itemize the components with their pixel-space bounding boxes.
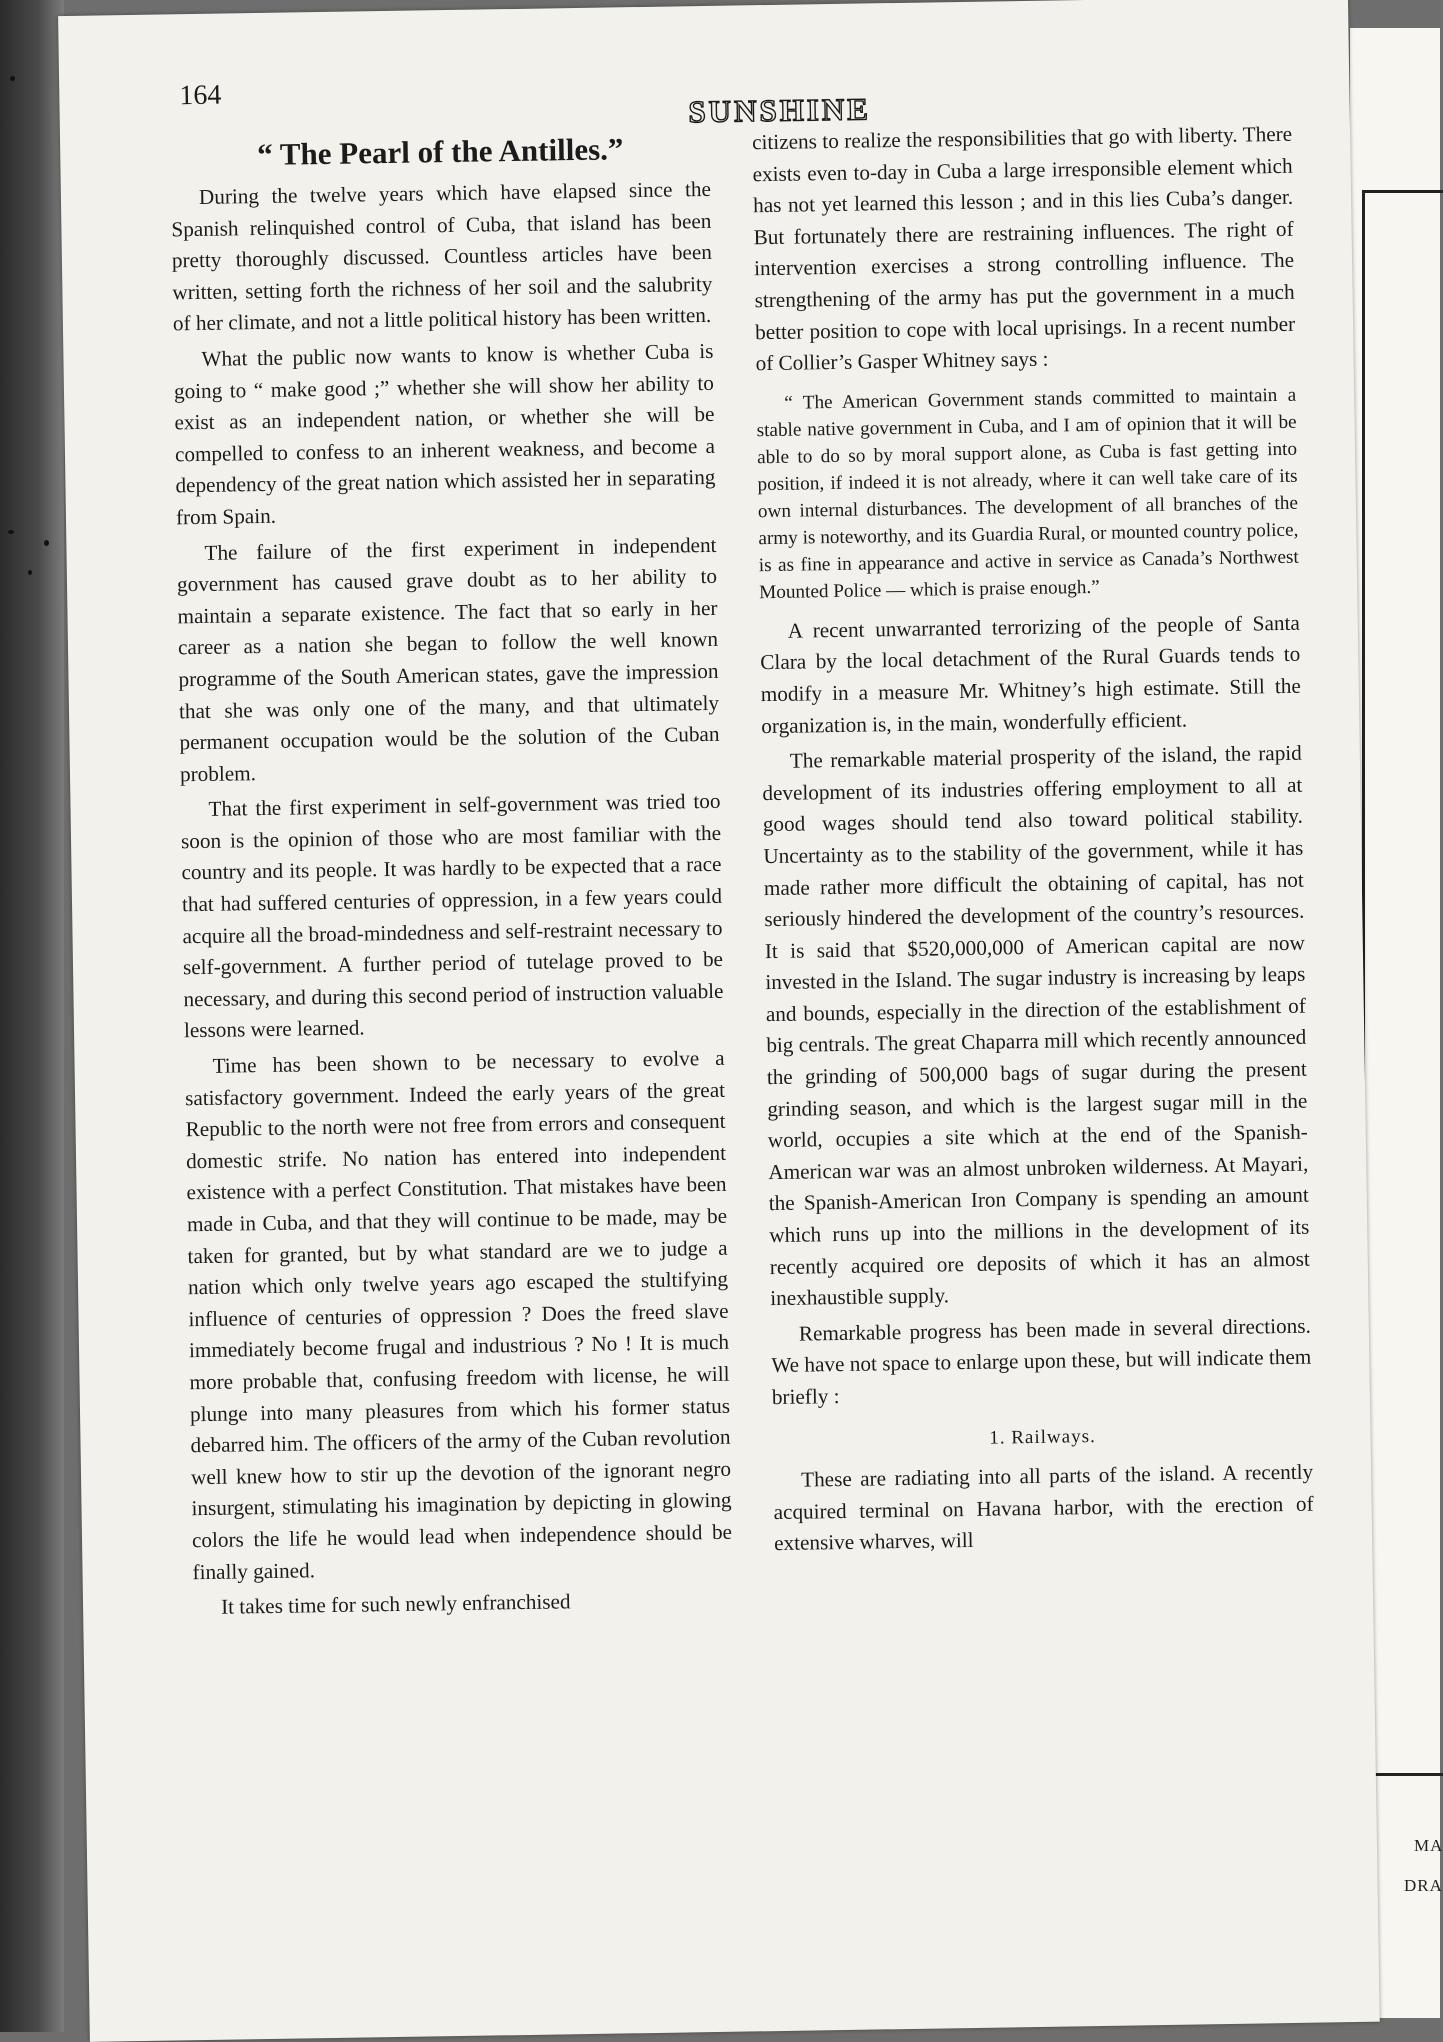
masthead: SUNSHINE [688,91,872,130]
adjacent-page-frame [1362,190,1443,1776]
paragraph: During the twelve years which have elapsed since the Spanish relinquished control of Cuba, that island has been pretty thoroughly discussed. Countless articles have been written, setting forth the richness of her soil and the salubrity of her climate, and not a little political history has been written. [171,176,713,336]
paragraph: Remarkable progress has been made in several directions. We have not space to enlarge upon these, but will indicate them briefly : [771,1313,1312,1410]
paragraph: The failure of the first experiment in independent government has caused grave doubt as to her ability to maintain a separate existence. The fact that so early in her career as a nation she began to follow the well known programme of the South American states, gave the impression that she was only one of the many, and that ultimately permanent occupation would be the solution of the Cuban problem. [176,532,720,786]
left-column [170,128,733,1628]
paragraph: Time has been shown to be necessary to evolve a satisfactory government. Indeed the early years of the great Republic to the north were not free from errors and consequent domestic strife. No nation has entered into independent existence with a perfect Constitution. That mistakes have been made in Cuba, and that they will continue to be made, may be taken for granted, but by what standard are we to judge a nation which only twelve years ago escaped the stultifying influence of centuries of oppression ? Does the freed slave immediately become frugal and industrious ? No ! It is much more probable that, confusing freedom with license, he will plunge into many pleasures from which his former status debarred him. The officers of the army of the Cuban revolution well knew how to stir up the devotion of the ignorant negro insurgent, stimulating his imagination by depicting in glowing colors the life he would lead when independence should be finally gained. [184,1045,733,1584]
scan-speck [10,76,15,81]
paragraph: That the first experiment in self-government was tried too soon is the opinion of those who are most familiar with the country and its people. It was hardly to be expected that a race that had suffered centuries of oppression, in a few years could acquire all the broad-mindedness and self-restraint necessary to self-government. A further period of tutelage proved to be necessary, and during this second period of instruction valuable lessons were learned. [180,789,724,1043]
paragraph: A recent unwarranted terrorizing of the people of Santa Clara by the local detachment of the Rural Guards tends to modify in a measure Mr. Whitney’s high estimate. Still the organization is, in the main, wonderfully efficient. [760,610,1301,738]
block-quote: “ The American Government stands committed to maintain a stable native government in Cuba, and I am of opinion that it will be able to do so by moral support alone, as Cuba is fast getting into position, if indeed it is not already, where it can well take care of its own internal disturbances. The development of all branches of the army is noteworthy, and its Guardia Rural, or mounted country police, is as fine in appearance and active in service as Canada’s Northwest Mounted Police — which is praise enough.” [756,384,1299,603]
paragraph: These are radiating into all parts of the island. A recently acquired terminal on Havana harbor, with the erection of extensive wharves, will [773,1459,1314,1556]
page-number: 164 [179,79,222,112]
scan-speck [44,540,49,546]
magazine-page [58,0,1380,2042]
scan-background [0,0,64,2032]
article-title: “ The Pearl of the Antilles.” [256,131,624,173]
paragraph-continued: citizens to realize the responsibilities that go with liberty. There exists even to-day in Cuba a large irresponsible element which has not yet learned this lesson ; and in this lies Cuba’s danger. But fortunately there are restraining influences. The right of intervention exercises a strong controlling influence. The strengthening of the army has put the government in a much better position to cope with local uprisings. In a recent number of Collier’s Gasper Whitney says : [751,121,1296,376]
adjacent-page-text-1: MA [1414,1836,1443,1855]
scan-speck [8,530,14,534]
adjacent-page-text-2: DRA [1404,1876,1443,1895]
section-heading: 1. Railways. [989,1425,1096,1449]
scan-speck [28,570,32,575]
paragraph: It takes time for such newly enfranchised [220,1589,571,1619]
paragraph: What the public now wants to know is whether Cuba is going to “ make good ;” whether she will show her ability to exist as an independent nation, or whether she will be compelled to confess to an inherent weakness, and become a dependency of the great nation which assisted her in separating from Spain. [173,338,716,530]
right-column [752,119,1315,1564]
paragraph: The remarkable material prosperity of the island, the rapid development of its industries offering employment to all at good wages should tend also toward political stability. Uncertainty as to the stability of the government, while it has made rather more difficult the obtaining of capital, has not seriously hindered the development of the country’s resources. It is said that $520,000,000 of American capital are now invested in the Island. The sugar industry is increasing by leaps and bounds, especially in the direction of the establishment of big centrals. The great Chaparra mill which recently announced the grinding of 500,000 bags of sugar during the present grinding season, and which is the largest sugar mill in the world, occupies a site which at the end of the Spanish-American war was an almost unbroken wilderness. At Mayari, the Spanish-American Iron Company is spending an amount which runs up into the millions in the development of its recently acquired ore deposits of which it has an almost inexhaustible supply. [762,740,1310,1311]
